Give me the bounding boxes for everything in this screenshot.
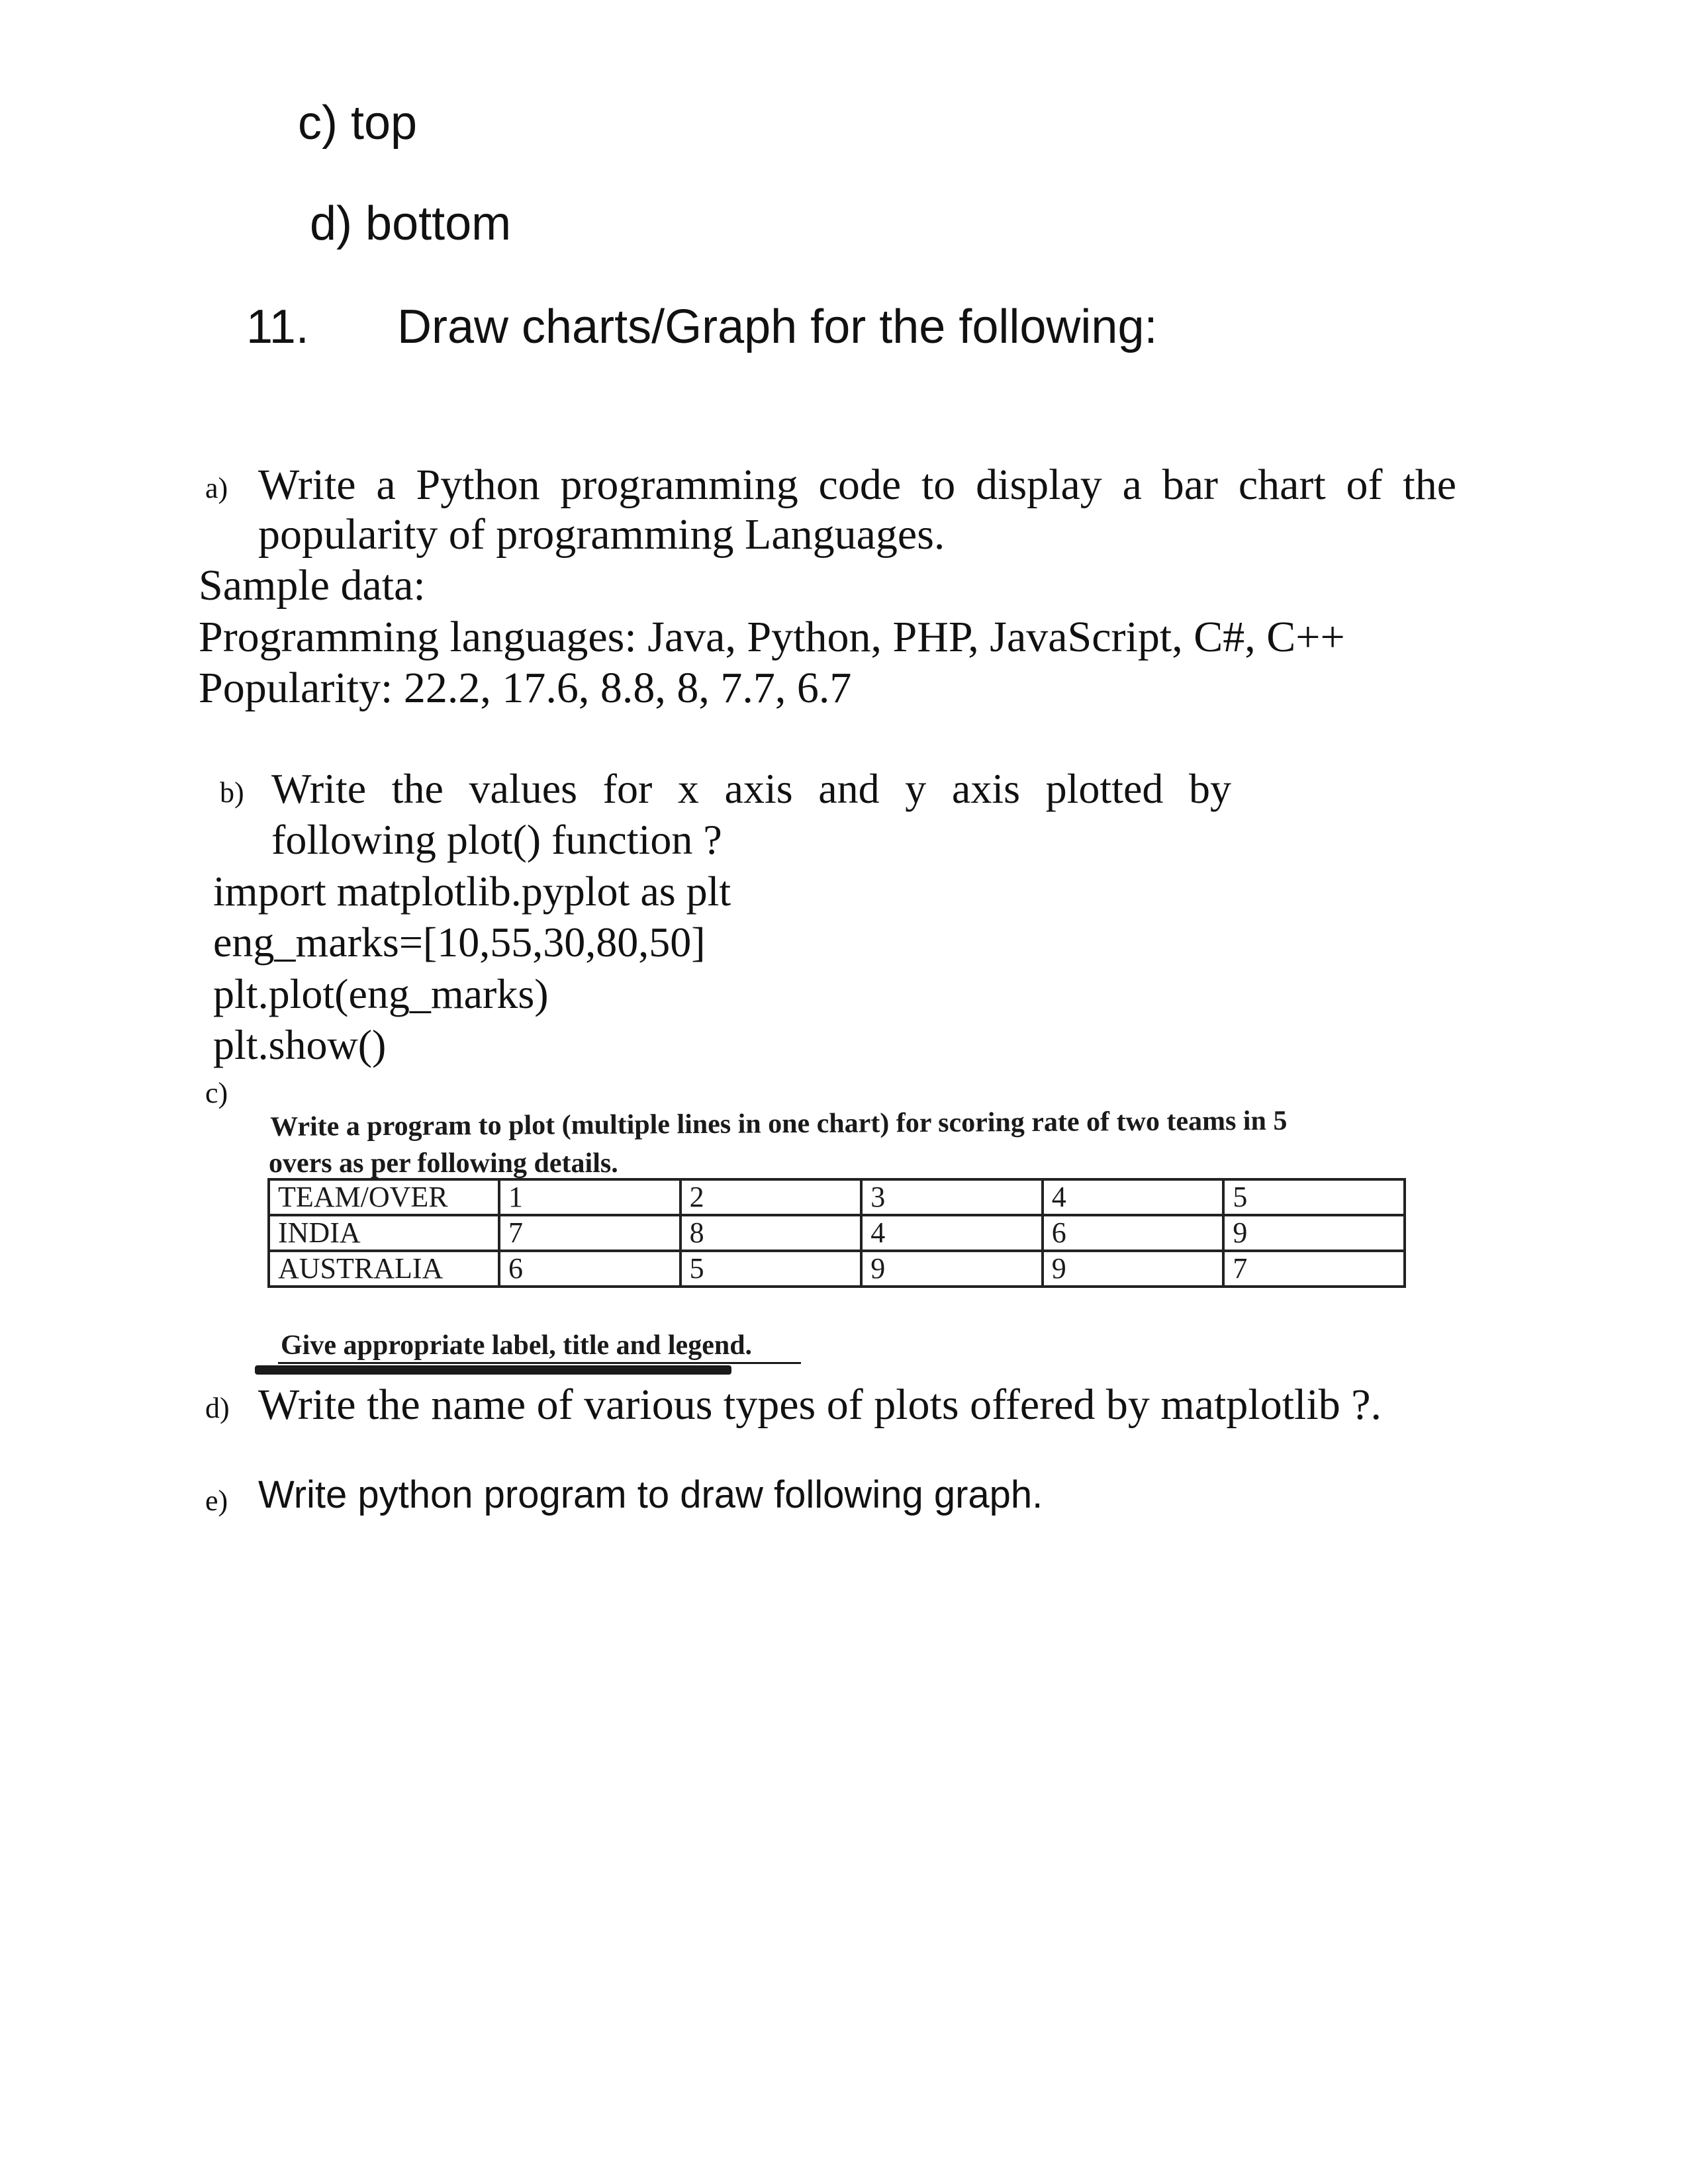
table-row — [269, 1215, 1405, 1251]
note-underline — [278, 1362, 801, 1364]
table-cell: 2 — [680, 1179, 862, 1215]
code-line-show: plt.show() — [213, 1021, 387, 1068]
table-cell: 6 — [1043, 1215, 1224, 1251]
part-d-label: d) — [205, 1392, 230, 1424]
part-c-line-2: overs as per following details. — [269, 1148, 618, 1179]
table-cell: 7 — [499, 1215, 680, 1251]
part-e-text: Write python program to draw following graph. — [258, 1473, 1043, 1516]
sample-popularity: Popularity: 22.2, 17.6, 8.8, 8, 7.7, 6.7 — [199, 664, 852, 712]
part-c-line-1: Write a program to plot (multiple lines in one chart) for scoring rate of two teams in 5 — [269, 1105, 1288, 1142]
table-cell: TEAM/OVER — [269, 1179, 499, 1215]
scan-mark — [255, 1365, 731, 1375]
scoring-table — [267, 1178, 1406, 1288]
table-cell: AUSTRALIA — [269, 1251, 499, 1287]
table-cell: 3 — [861, 1179, 1043, 1215]
part-a-label: a) — [205, 472, 228, 504]
part-d-text: Write the name of various types of plots offered by matplotlib ?. — [258, 1381, 1382, 1429]
code-line-eng-marks: eng_marks=[10,55,30,80,50] — [213, 919, 706, 966]
part-a-line-2: popularity of programming Languages. — [258, 510, 945, 559]
table-cell: 9 — [1043, 1251, 1224, 1287]
code-line-import: import matplotlib.pyplot as plt — [213, 868, 731, 915]
part-b-label: b) — [220, 776, 244, 809]
table-cell: 8 — [680, 1215, 862, 1251]
table-cell: 9 — [1223, 1215, 1405, 1251]
option-c: c) top — [298, 97, 418, 150]
code-line-plot: plt.plot(eng_marks) — [213, 970, 549, 1017]
part-b-line-2: following plot() function ? — [271, 816, 722, 863]
table-cell: 6 — [499, 1251, 680, 1287]
part-b-line-1: Write the values for x axis and y axis plotted by — [271, 765, 1231, 812]
table-cell: INDIA — [269, 1215, 499, 1251]
table-cell: 4 — [861, 1215, 1043, 1251]
table-row — [269, 1251, 1405, 1287]
table-cell: 5 — [680, 1251, 862, 1287]
table-cell: 4 — [1043, 1179, 1224, 1215]
sample-languages: Programming languages: Java, Python, PHP, JavaScript, C#, C++ — [199, 613, 1345, 661]
table-cell: 1 — [499, 1179, 680, 1215]
table-row — [269, 1179, 1405, 1215]
part-e-label: e) — [205, 1484, 228, 1517]
table-cell: 7 — [1223, 1251, 1405, 1287]
sample-data-heading: Sample data: — [199, 561, 426, 610]
table-cell: 9 — [861, 1251, 1043, 1287]
question-number: 11. — [246, 300, 309, 353]
part-a-line-1: Write a Python programming code to display a bar chart of the — [258, 461, 1456, 509]
question-title: Draw charts/Graph for the following: — [397, 300, 1158, 353]
part-c-note: Give appropriate label, title and legend. — [281, 1330, 753, 1361]
option-d: d) bottom — [310, 197, 512, 250]
part-c-label: c) — [205, 1077, 228, 1109]
table-cell: 5 — [1223, 1179, 1405, 1215]
